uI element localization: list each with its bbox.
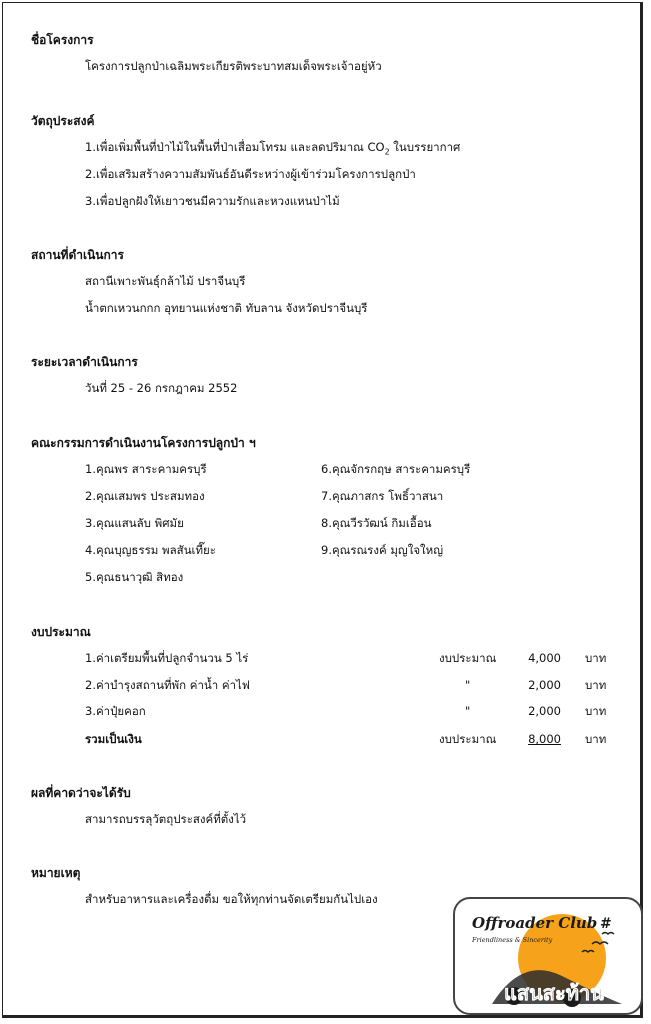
committee-member-9: 9.คุณรณรงค์ มุญใจใหญ่ — [321, 543, 444, 557]
committee-member-4: 4.คุณบุญธรรม พลสันเที๊ยะ — [85, 543, 216, 557]
budget-row-3-desc: 3.ค่าปุ๋ยคอก — [85, 704, 146, 718]
project-heading: ชื่อโครงการ — [31, 33, 94, 47]
budget-row-3-amount: 2,000 — [528, 704, 561, 718]
remarks-heading: หมายเหตุ — [31, 866, 81, 880]
period-dates: วันที่ 25 - 26 กรกฎาคม 2552 — [85, 381, 238, 395]
committee-member-6: 6.คุณจักรกฤษ สาระคามครบุรี — [321, 462, 471, 476]
club-logo — [452, 896, 644, 1016]
committee-member-3: 3.คุณแสนลับ พิศมัย — [85, 516, 184, 530]
location-line-1: สถานีเพาะพันธุ์กล้าไม้ ปราจีนบุรี — [85, 274, 246, 288]
budget-row-1-label: งบประมาณ — [439, 651, 497, 665]
logo-title: Offroader Club — [472, 914, 598, 932]
expected-text: สามารถบรรลุวัตถุประสงค์ที่ตั้งไว้ — [85, 812, 247, 826]
budget-total-amount: 8,000 — [528, 732, 561, 746]
committee-member-2: 2.คุณเสมพร ประสมทอง — [85, 489, 205, 503]
location-line-2: น้ำตกเหวนกกก อุทยานแห่งชาติ ทับลาน จังหวัดปราจีนบุรี — [85, 301, 368, 315]
budget-row-3-label: " — [465, 704, 471, 718]
objective-1-text: 1.เพื่อเพิ่มพื้นที่ป่าไม้ในพื้นที่ป่าเสื่อมโทรม และลดปริมาณ CO — [85, 140, 385, 154]
budget-total-unit: บาท — [585, 732, 607, 746]
budget-row-2-unit: บาท — [585, 678, 607, 692]
budget-row-2-amount: 2,000 — [528, 678, 561, 692]
committee-member-7: 7.คุณภาสกร โพธิ์วาสนา — [321, 489, 444, 503]
budget-heading: งบประมาณ — [31, 625, 91, 639]
objective-1 — [85, 140, 460, 159]
remarks-text: สำหรับอาหารและเครื่องดื่ม ขอให้ทุกท่านจัดเตรียมกันไปเอง — [85, 892, 378, 906]
objectives-heading: วัตถุประสงค์ — [31, 114, 95, 128]
document-page — [2, 2, 643, 1018]
expected-heading: ผลที่คาดว่าจะได้รับ — [31, 786, 131, 800]
committee-member-5: 5.คุณธนาวุฒิ สิทอง — [85, 570, 184, 584]
logo-hash: # — [600, 916, 612, 932]
project-name: โครงการปลูกป่าเฉลิมพระเกียรติพระบาทสมเด็จพระเจ้าอยู่หัว — [85, 59, 382, 73]
budget-total-label: งบประมาณ — [439, 732, 497, 746]
objective-3: 3.เพื่อปลูกฝังให้เยาวชนมีความรักและหวงแหนป่าไม้ — [85, 194, 340, 208]
logo-tagline: Friendliness & Sincerity — [472, 936, 553, 944]
budget-row-2-label: " — [465, 678, 471, 692]
budget-row-1-amount: 4,000 — [528, 651, 561, 665]
period-heading: ระยะเวลาดำเนินการ — [31, 355, 138, 369]
budget-row-1-desc: 1.ค่าเตรียมพื้นที่ปลูกจำนวน 5 ไร่ — [85, 651, 249, 665]
committee-member-1: 1.คุณพร สาระคามครบุรี — [85, 462, 207, 476]
location-heading: สถานที่ดำเนินการ — [31, 248, 124, 262]
committee-member-8: 8.คุณวีรวัฒน์ กิมเอื้อน — [321, 516, 432, 530]
committee-heading: คณะกรรมการดำเนินงานโครงการปลูกป่า ฯ — [31, 436, 256, 450]
objective-2: 2.เพื่อเสริมสร้างความสัมพันธ์อันดีระหว่างผู้เข้าร่วมโครงการปลูกป่า — [85, 167, 416, 181]
budget-total-desc: รวมเป็นเงิน — [85, 732, 142, 746]
budget-row-1-unit: บาท — [585, 651, 607, 665]
budget-row-3-unit: บาท — [585, 704, 607, 718]
objective-1-text-end: ในบรรยากาศ — [389, 140, 461, 154]
budget-row-2-desc: 2.ค่าบำรุงสถานที่พัก ค่าน้ำ ค่าไฟ — [85, 678, 250, 692]
logo-thai-text: แสนสะท้าน — [504, 981, 604, 1005]
co2-subscript: 2 — [384, 147, 390, 157]
